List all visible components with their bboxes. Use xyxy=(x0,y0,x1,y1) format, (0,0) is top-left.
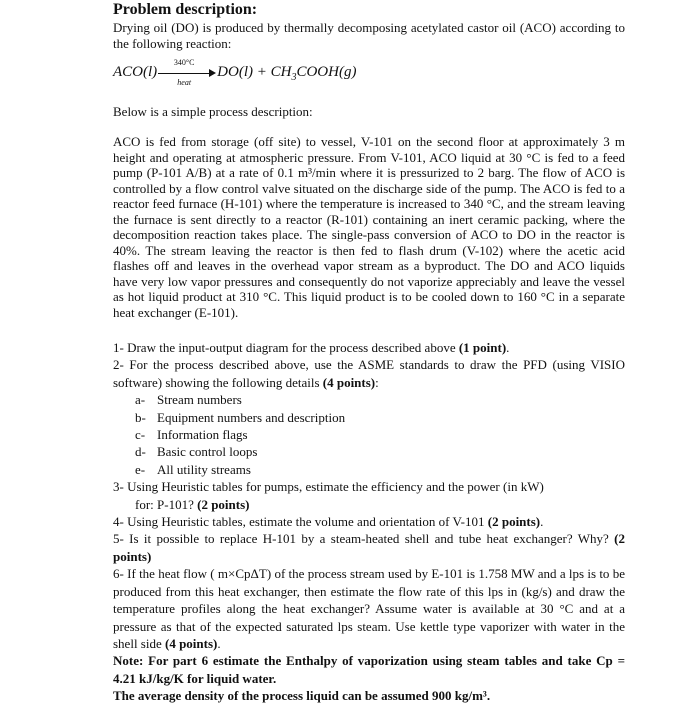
subitem: b- Equipment numbers and description xyxy=(135,409,346,425)
note-enthalpy: Note: For part 6 estimate the Enthalpy of vaporization using steam tables and take Cp = 4.21 kJ/kg/K for liquid water. xyxy=(113,653,625,686)
question-4: 4- Using Heuristic tables, estimate the volume and orientation of V-101 (2 points). xyxy=(113,514,544,530)
question-6-points: (4 points) xyxy=(165,635,218,651)
question-2-points: (4 points) xyxy=(322,374,376,390)
subitem: e- All utility streams xyxy=(135,461,251,477)
question-1-points: (1 point) xyxy=(458,340,507,355)
question-5-points: (2 points) xyxy=(113,531,625,564)
question-2: 2- For the process described above, use the ASME standards to draw the PFD (using VISIO software) showing the following details (4 points): xyxy=(113,357,625,390)
question-4-points: (2 points) xyxy=(487,514,541,530)
process-description: ACO is fed from storage (off site) to vessel, V-101 on the second floor at approximately 3 m height and operating at atmospheric pressure. From V-101, ACO liquid at 30 °C is fed to a feed pump (P-101 A/B) at a rate of 0.1 m³/min where it is pressurized to 2 barg. The flow of ACO is controlled by a flow control valve situated on the discharge side of the pump. The ACO is fed to a reactor feed furnace (H-101) where the temperature is increased to 340 °C, and the stream leaving the furnace is sent directly to a reactor (R-101) containing an inert ceramic packing, where the decomposition reaction takes place. The single-pass conversion of ACO to DO in the reactor is 40%. The stream leaving the reactor is then fed to flash drum (V-102) where the acetic acid flashes off and leaves in the overhead vapor stream as a byproduct. The DO and ACO liquids have very low vapor pressures and consequently do not vaporize appreciably and leave the vessel as hot liquid product at 310 °C. This liquid product is to be cooled down to 160 °C in a separate heat exchanger (E-101). xyxy=(113,134,625,320)
reaction-temperature: 340°C xyxy=(173,57,195,67)
equation-reactant: ACO(l) xyxy=(113,64,158,80)
note-density: The average density of the process liquid can be assumed 900 kg/m³. xyxy=(113,688,491,704)
equation-subscript: 3 xyxy=(291,72,297,83)
question-6: 6- If the heat flow ( m×CpΔT) of the process stream used by E-101 is 1.758 MW and a lps is to be produced from this heat exchanger, then estimate the flow rate of this lps in (kg/s) and draw the temperature profiles along the heat exchanger? Assume water is available at 30 °C and at a pressure as that of the expected saturated lps steam. Use kettle type vaporizer with water in the shell side (4 points). xyxy=(113,566,625,651)
subitem: c- Information flags xyxy=(135,427,248,443)
question-3: 3- Using Heuristic tables for pumps, estimate the efficiency and the power (in kW) xyxy=(113,479,544,495)
equation-product-2: COOH(g) xyxy=(296,64,357,80)
question-2-subitems xyxy=(113,391,625,478)
below-text: Below is a simple process description: xyxy=(113,104,313,119)
equation-product-1: DO(l) + CH xyxy=(217,64,292,80)
subitem: a- Stream numbers xyxy=(135,392,242,408)
reaction-heat-label: heat xyxy=(177,77,192,87)
problem-title: Problem description: xyxy=(113,1,258,18)
reaction-arrow xyxy=(158,57,216,87)
question-3-points: (2 points) xyxy=(197,496,250,512)
reaction-equation xyxy=(113,57,357,87)
question-5: 5- Is it possible to replace H-101 by a steam-heated shell and tube heat exchanger? Why? (2 points) xyxy=(113,531,625,564)
subitem: d- Basic control loops xyxy=(135,444,258,460)
question-1: 1- Draw the input-output diagram for the process described above (1 point). xyxy=(113,340,510,355)
question-3-cont: for: P-101? (2 points) xyxy=(135,496,250,512)
question-list xyxy=(113,339,625,705)
intro-text: Drying oil (DO) is produced by thermally decomposing acetylated castor oil (ACO) according to the following reaction: xyxy=(113,20,625,51)
